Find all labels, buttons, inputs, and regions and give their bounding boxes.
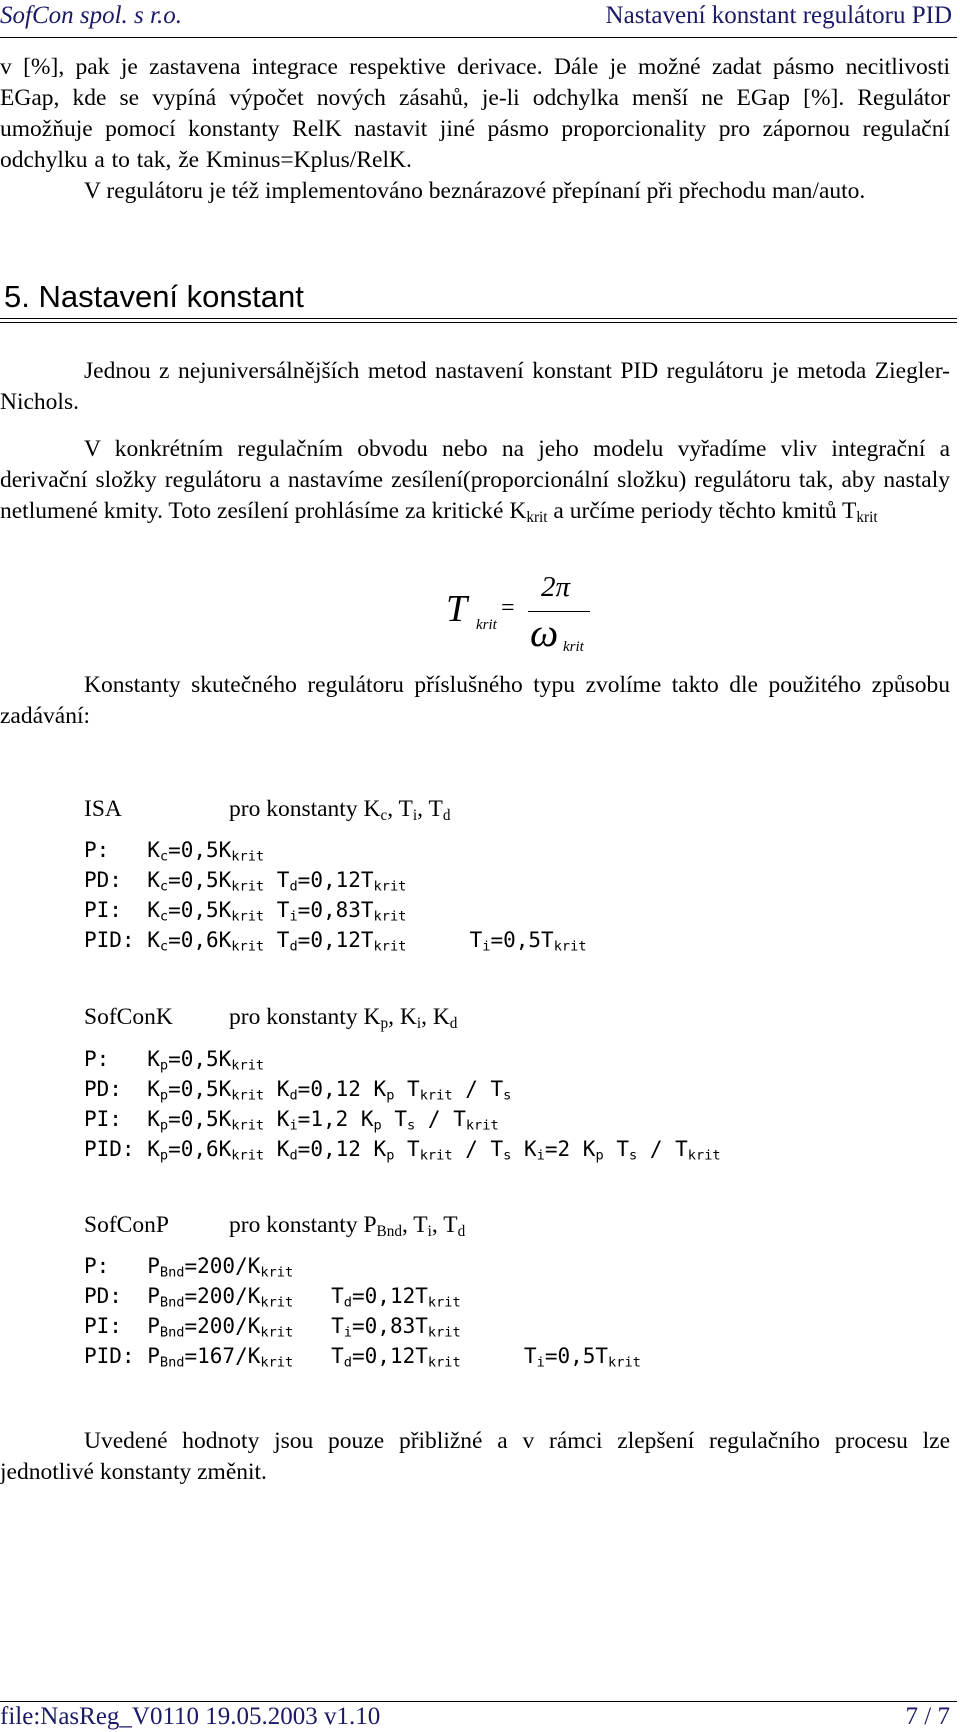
document-title: Nastavení konstant regulátoru PID	[605, 2, 952, 29]
sofconp-p-row: P: $P_{Bnd}=200/K_{krit}$	[84, 1254, 294, 1281]
sofconk-pid-row: PID: $K_p=0,6K_{krit}$ $K_d=0,12$ $K_p$ $T_{krit} / T_s$ $K_i=2$ $K_p$ $T_s / T_{krit}$	[84, 1137, 721, 1164]
isa-pd-row: PD: $K_c=0,5K_{krit}$ $T_d=0,12T_{krit}$	[84, 868, 407, 895]
sofconk-title: SofConK	[84, 1004, 173, 1030]
footer-rule	[0, 1701, 957, 1702]
isa-pi-row: PI: $K_c=0,5K_{krit}$ $T_i=0,83T_{krit}$	[84, 898, 407, 925]
isa-title: ISA	[84, 796, 122, 822]
page-number: 7 / 7	[905, 1703, 950, 1730]
formula-denominator-sub: krit	[563, 639, 584, 655]
sofconp-pd-row: PD: $P_{Bnd}=200/K_{krit}$ $T_d=0,12T_{krit}$	[84, 1284, 461, 1311]
company-name: SofCon spol. s r.o.	[0, 2, 182, 29]
formula-numerator: 2π	[541, 571, 571, 603]
section-rule-top	[0, 318, 957, 319]
sofconp-pi-row: PI: $P_{Bnd}=200/K_{krit}$ $T_i=0,83T_{krit}$	[84, 1314, 461, 1341]
sofconk-pi-row: PI: $K_p=0,5K_{krit}$ $K_i=1,2$ $K_p$ $T_s / T_{krit}$	[84, 1107, 499, 1134]
isa-pid-row: PID: $K_c=0,6K_{krit}$ $T_d=0,12T_{krit}$ $T_i=0,5T_{krit}$	[84, 928, 587, 955]
formula-equals: =	[501, 595, 515, 621]
body-paragraph-1: Jednou z nejuniversálnějších metod nastavení konstant PID regulátoru je metoda Ziegler-Nichols.	[0, 358, 950, 415]
isa-description: pro konstanty $K_c$, $T_i$, $T_d$	[229, 796, 451, 824]
isa-p-row: P: $K_c=0,5K_{krit}$	[84, 838, 265, 865]
sofconp-title: SofConP	[84, 1212, 169, 1238]
closing-paragraph: Uvedené hodnoty jsou pouze přibližné a v rámci zlepšení regulačního procesu lze jednotlivé konstanty změnit.	[0, 1428, 950, 1485]
sofconp-pid-row: PID: $P_{Bnd}=167/K_{krit}$ $T_d=0,12T_{krit}$ $T_i=0,5T_{krit}$	[84, 1344, 641, 1371]
sofconk-p-row: P: $K_p=0,5K_{krit}$	[84, 1047, 265, 1074]
formula-denominator: ω	[530, 610, 559, 655]
intro-paragraph: v [%], pak je zastavena integrace respektive derivace. Dále je možné zadat pásmo necitlivosti EGap, kde se vypíná výpočet nových zásahů, je-li odchylka menší ne EGap [%]. Regulátor umožňuje pomocí konstanty RelK nastavit jiné pásmo proporcionality pro zápornou regulační odchylku a to tak, že Kminus=Kplus/RelK.	[0, 54, 950, 173]
sofconk-pd-row: PD: $K_p=0,5K_{krit}$ $K_d=0,12$ $K_p$ $T_{krit} / T_s$	[84, 1077, 512, 1104]
sofconk-description: pro konstanty $K_p$, $K_i$, $K_d$	[229, 1004, 458, 1032]
section-heading: 5. Nastavení konstant	[4, 279, 304, 314]
footer-file-info: file:NasReg_V0110 19.05.2003 v1.10	[0, 1703, 381, 1730]
formula-lhs: T	[446, 588, 468, 630]
formula-lhs-sub: krit	[476, 617, 497, 633]
krit-period-formula	[446, 571, 596, 657]
sofconp-description: pro konstanty $P_{Bnd}$, $T_i$, $T_d$	[229, 1212, 466, 1240]
body-paragraph-2: V konkrétním regulačním obvodu nebo na jeho modelu vyřadíme vliv integrační a derivační složky regulátoru a nastavíme zesílení(proporcionální složku) regulátoru tak, aby nastaly netlumené kmity. Toto zesílení prohlásíme za kritické $K_{krit}$ a určíme periody těchto kmitů $T_{krit}$	[0, 436, 950, 526]
header-rule	[0, 37, 957, 38]
body-paragraph-3: Konstanty skutečného regulátoru příslušného typu zvolíme takto dle použitého způsobu zadávání:	[0, 672, 950, 729]
section-rule-bottom	[0, 322, 957, 323]
page-header	[0, 0, 960, 40]
intro-paragraph-2: V regulátoru je též implementováno beznárazové přepínaní při přechodu man/auto.	[84, 178, 866, 204]
